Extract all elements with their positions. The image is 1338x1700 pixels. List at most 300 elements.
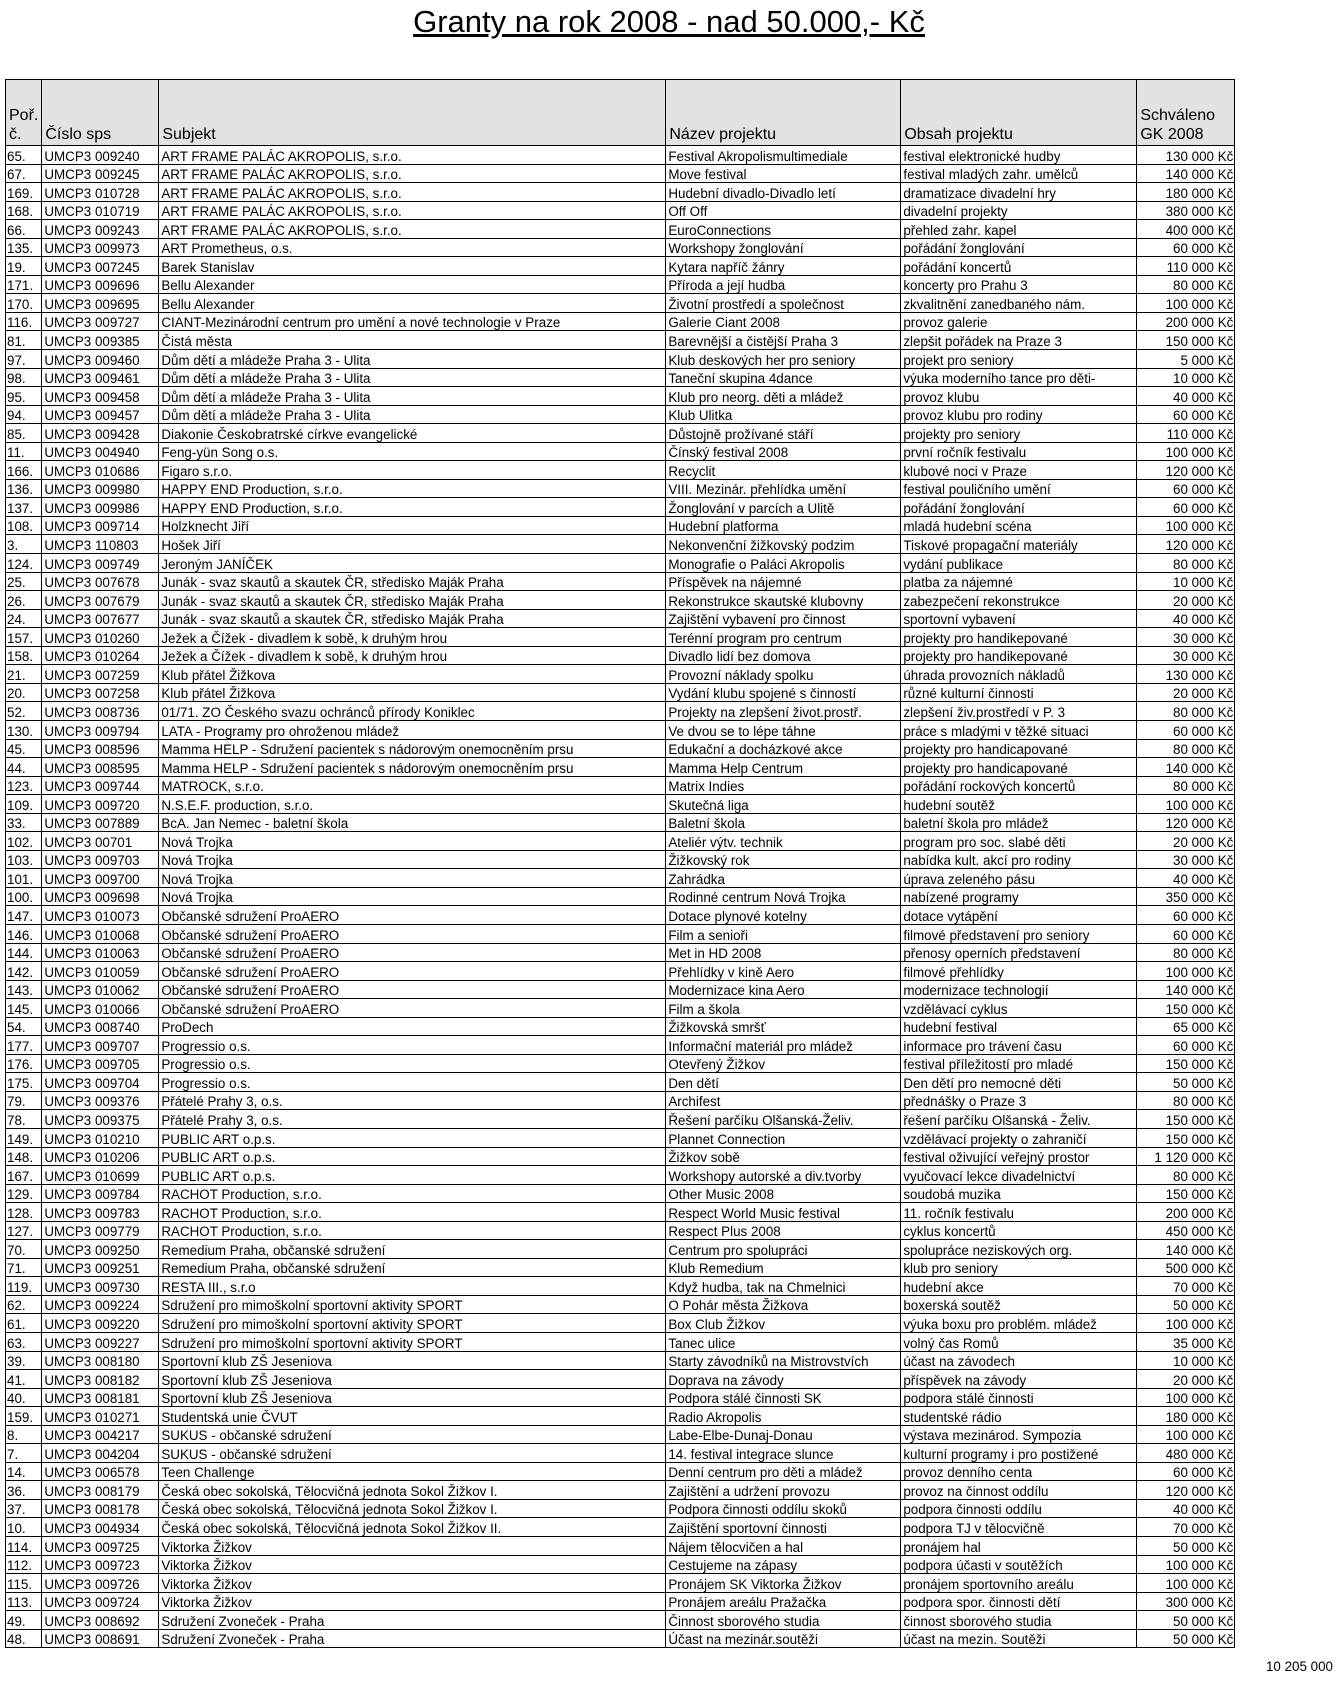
row-number-cell: 26. [6,591,42,610]
subject-cell: Sdružení pro mimoškolní sportovní aktivity SPORT [159,1333,666,1352]
table-body [6,146,1235,1648]
table-row [6,554,1235,573]
table-row [6,312,1235,331]
sps-number-cell: UMCP3 007258 [42,683,159,702]
subject-cell: RACHOT Production, s.r.o. [159,1184,666,1203]
project-content-cell: hudební festival [901,1017,1137,1036]
subject-cell: Junák - svaz skautů a skautek ČR, středisko Maják Praha [159,572,666,591]
subject-cell: Viktorka Žižkov [159,1592,666,1611]
approved-amount-cell: 10 000 Kč [1137,572,1235,591]
project-name-cell: Move festival [666,164,901,183]
table-row [6,720,1235,739]
approved-amount-cell: 80 000 Kč [1137,275,1235,294]
project-name-cell: Hudební platforma [666,516,901,535]
subject-cell: Feng-yün Song o.s. [159,442,666,461]
approved-amount-cell: 20 000 Kč [1137,1370,1235,1389]
approved-amount-cell: 80 000 Kč [1137,739,1235,758]
row-number-cell: 95. [6,387,42,406]
subject-cell: Junák - svaz skautů a skautek ČR, středisko Maják Praha [159,609,666,628]
project-name-cell: Nájem tělocvičen a hal [666,1537,901,1556]
project-content-cell: výuka moderního tance pro děti- [901,368,1137,387]
subject-cell: N.S.E.F. production, s.r.o. [159,795,666,814]
approved-amount-cell: 20 000 Kč [1137,832,1235,851]
sps-number-cell: UMCP3 004217 [42,1425,159,1444]
subject-cell: Holzknecht Jiří [159,516,666,535]
row-number-cell: 143. [6,980,42,999]
sps-number-cell: UMCP3 009704 [42,1073,159,1092]
approved-amount-cell: 35 000 Kč [1137,1333,1235,1352]
project-name-cell: Důstojně prožívané stáří [666,424,901,443]
approved-amount-cell: 380 000 Kč [1137,201,1235,220]
project-content-cell: účast na závodech [901,1351,1137,1370]
row-number-cell: 147. [6,906,42,925]
approved-amount-cell: 130 000 Kč [1137,665,1235,684]
table-row [6,1592,1235,1611]
approved-amount-cell: 60 000 Kč [1137,720,1235,739]
table-row [6,739,1235,758]
header-subjekt: Subjekt [159,80,666,146]
project-content-cell: výstava mezinárod. Sympozia [901,1425,1137,1444]
sps-number-cell: UMCP3 010063 [42,943,159,962]
sps-number-cell: UMCP3 009730 [42,1277,159,1296]
table-row [6,609,1235,628]
approved-amount-cell: 100 000 Kč [1137,1425,1235,1444]
project-name-cell: Provozní náklady spolku [666,665,901,684]
row-number-cell: 124. [6,554,42,573]
table-row [6,1184,1235,1203]
project-content-cell: podpora spor. činnosti dětí [901,1592,1137,1611]
project-name-cell: Projekty na zlepšení život.prostř. [666,702,901,721]
project-name-cell: Žižkov sobě [666,1147,901,1166]
approved-amount-cell: 50 000 Kč [1137,1073,1235,1092]
project-content-cell: projekt pro seniory [901,350,1137,369]
sps-number-cell: UMCP3 009720 [42,795,159,814]
subject-cell: Česká obec sokolská, Tělocvičná jednota Sokol Žižkov II. [159,1518,666,1537]
approved-amount-cell: 1 120 000 Kč [1137,1147,1235,1166]
table-row [6,628,1235,647]
row-number-cell: 123. [6,776,42,795]
sps-number-cell: UMCP3 009749 [42,554,159,573]
project-content-cell: vydání publikace [901,554,1137,573]
sps-number-cell: UMCP3 009714 [42,516,159,535]
row-number-cell: 3. [6,535,42,554]
project-content-cell: úhrada provozních nákladů [901,665,1137,684]
project-name-cell: Labe-Elbe-Dunaj-Donau [666,1425,901,1444]
sps-number-cell: UMCP3 00701 [42,832,159,851]
subject-cell: Sdružení Zvoneček - Praha [159,1629,666,1648]
project-content-cell: nabídka kult. akcí pro rodiny [901,850,1137,869]
table-row [6,1240,1235,1259]
project-name-cell: Zajištění sportovní činnosti [666,1518,901,1537]
table-row [6,1462,1235,1481]
project-content-cell: provoz na činnost oddílu [901,1481,1137,1500]
project-content-cell: řešení parčíku Olšanská - Želiv. [901,1110,1137,1129]
sps-number-cell: UMCP3 009973 [42,238,159,257]
row-number-cell: 168. [6,201,42,220]
table-row [6,405,1235,424]
project-name-cell: Ve dvou se to lépe táhne [666,720,901,739]
row-number-cell: 33. [6,813,42,832]
project-name-cell: Tanec ulice [666,1333,901,1352]
row-number-cell: 146. [6,924,42,943]
sps-number-cell: UMCP3 008179 [42,1481,159,1500]
subject-cell: RACHOT Production, s.r.o. [159,1221,666,1240]
table-row [6,257,1235,276]
project-content-cell: projekty pro handikepované [901,646,1137,665]
approved-amount-cell: 20 000 Kč [1137,591,1235,610]
sps-number-cell: UMCP3 007679 [42,591,159,610]
approved-amount-cell: 140 000 Kč [1137,1240,1235,1259]
project-name-cell: Recyclit [666,461,901,480]
project-name-cell: Matrix Indies [666,776,901,795]
project-name-cell: Starty závodníků na Mistrovstvích [666,1351,901,1370]
project-content-cell: provoz klubu [901,387,1137,406]
table-row [6,943,1235,962]
subject-cell: BcA. Jan Nemec - baletní škola [159,813,666,832]
approved-amount-cell: 80 000 Kč [1137,776,1235,795]
row-number-cell: 112. [6,1555,42,1574]
project-content-cell: festival oživující veřejný prostor [901,1147,1137,1166]
project-content-cell: příspěvek na závody [901,1370,1137,1389]
row-number-cell: 85. [6,424,42,443]
row-number-cell: 102. [6,832,42,851]
project-name-cell: Klub Remedium [666,1258,901,1277]
sps-number-cell: UMCP3 009460 [42,350,159,369]
project-content-cell: mladá hudební scéna [901,516,1137,535]
row-number-cell: 108. [6,516,42,535]
approved-amount-cell: 100 000 Kč [1137,516,1235,535]
row-number-cell: 167. [6,1166,42,1185]
sps-number-cell: UMCP3 010719 [42,201,159,220]
row-number-cell: 148. [6,1147,42,1166]
row-number-cell: 19. [6,257,42,276]
project-content-cell: vzdělávací projekty o zahraničí [901,1128,1137,1147]
subject-cell: Nová Trojka [159,850,666,869]
subject-cell: Progressio o.s. [159,1073,666,1092]
table-row [6,758,1235,777]
subject-cell: Remedium Praha, občanské sdružení [159,1258,666,1277]
project-content-cell: podpora stálé činnosti [901,1388,1137,1407]
approved-amount-cell: 60 000 Kč [1137,479,1235,498]
approved-amount-cell: 200 000 Kč [1137,1203,1235,1222]
project-name-cell: Přehlídky v kině Aero [666,962,901,981]
row-number-cell: 142. [6,962,42,981]
subject-cell: Česká obec sokolská, Tělocvičná jednota Sokol Žižkov I. [159,1499,666,1518]
project-name-cell: VIII. Mezinár. přehlídka umění [666,479,901,498]
subject-cell: Sportovní klub ZŠ Jeseniova [159,1370,666,1389]
project-name-cell: Žižkovská smršť [666,1017,901,1036]
sps-number-cell: UMCP3 009707 [42,1036,159,1055]
sps-number-cell: UMCP3 009705 [42,1054,159,1073]
table-row [6,479,1235,498]
table-row [6,1203,1235,1222]
project-content-cell: informace pro trávení času [901,1036,1137,1055]
project-content-cell: vzdělávací cyklus [901,999,1137,1018]
approved-amount-cell: 150 000 Kč [1137,1184,1235,1203]
project-name-cell: Taneční skupina 4dance [666,368,901,387]
project-name-cell: Rekonstrukce skautské klubovny [666,591,901,610]
table-row [6,1017,1235,1036]
subject-cell: HAPPY END Production, s.r.o. [159,498,666,517]
table-row [6,516,1235,535]
approved-amount-cell: 20 000 Kč [1137,683,1235,702]
sps-number-cell: UMCP3 009220 [42,1314,159,1333]
sps-number-cell: UMCP3 010260 [42,628,159,647]
project-name-cell: Životní prostředí a společnost [666,294,901,313]
project-name-cell: Workshopy žonglování [666,238,901,257]
table-row [6,442,1235,461]
approved-amount-cell: 50 000 Kč [1137,1295,1235,1314]
table-row [6,1537,1235,1556]
project-name-cell: Plannet Connection [666,1128,901,1147]
project-name-cell: Monografie o Paláci Akropolis [666,554,901,573]
approved-amount-cell: 300 000 Kč [1137,1592,1235,1611]
subject-cell: Diakonie Českobratrské církve evangelické [159,424,666,443]
sps-number-cell: UMCP3 009724 [42,1592,159,1611]
row-number-cell: 171. [6,275,42,294]
sps-number-cell: UMCP3 009980 [42,479,159,498]
approved-amount-cell: 40 000 Kč [1137,869,1235,888]
subject-cell: Sdružení pro mimoškolní sportovní aktivity SPORT [159,1314,666,1333]
table-row [6,962,1235,981]
subject-cell: Remedium Praha, občanské sdružení [159,1240,666,1259]
project-content-cell: spolupráce neziskových org. [901,1240,1137,1259]
row-number-cell: 177. [6,1036,42,1055]
project-name-cell: Když hudba, tak na Chmelnici [666,1277,901,1296]
project-content-cell: pronájem sportovního areálu [901,1574,1137,1593]
sps-number-cell: UMCP3 010699 [42,1166,159,1185]
project-name-cell: Zajištění a udržení provozu [666,1481,901,1500]
approved-amount-cell: 80 000 Kč [1137,1091,1235,1110]
approved-amount-cell: 110 000 Kč [1137,424,1235,443]
sps-number-cell: UMCP3 009784 [42,1184,159,1203]
row-number-cell: 54. [6,1017,42,1036]
project-name-cell: Workshopy autorské a div.tvorby [666,1166,901,1185]
project-content-cell: podpora účasti v soutěžích [901,1555,1137,1574]
table-row [6,424,1235,443]
subject-cell: Jeroným JANÍČEK [159,554,666,573]
sps-number-cell: UMCP3 009428 [42,424,159,443]
table-row [6,498,1235,517]
table-row [6,850,1235,869]
row-number-cell: 10. [6,1518,42,1537]
row-number-cell: 113. [6,1592,42,1611]
row-number-cell: 136. [6,479,42,498]
sps-number-cell: UMCP3 007678 [42,572,159,591]
approved-amount-cell: 30 000 Kč [1137,628,1235,647]
table-row [6,1073,1235,1092]
sps-number-cell: UMCP3 010066 [42,999,159,1018]
project-content-cell: provoz galerie [901,312,1137,331]
row-number-cell: 109. [6,795,42,814]
approved-amount-cell: 10 000 Kč [1137,1351,1235,1370]
row-number-cell: 41. [6,1370,42,1389]
sps-number-cell: UMCP3 010059 [42,962,159,981]
sps-number-cell: UMCP3 009240 [42,146,159,165]
subject-cell: Sdružení pro mimoškolní sportovní aktivity SPORT [159,1295,666,1314]
approved-amount-cell: 140 000 Kč [1137,164,1235,183]
row-number-cell: 7. [6,1444,42,1463]
subject-cell: Občanské sdružení ProAERO [159,999,666,1018]
table-row [6,535,1235,554]
subject-cell: Přátelé Prahy 3, o.s. [159,1110,666,1129]
project-content-cell: pořádání rockových koncertů [901,776,1137,795]
approved-amount-cell: 150 000 Kč [1137,1110,1235,1129]
sps-number-cell: UMCP3 009703 [42,850,159,869]
project-content-cell: festival elektronické hudby [901,146,1137,165]
row-number-cell: 81. [6,331,42,350]
subject-cell: PUBLIC ART o.p.s. [159,1128,666,1147]
subject-cell: Dům dětí a mládeže Praha 3 - Ulita [159,350,666,369]
header-obsah-projektu: Obsah projektu [901,80,1137,146]
table-row [6,201,1235,220]
approved-amount-cell: 80 000 Kč [1137,554,1235,573]
approved-amount-cell: 180 000 Kč [1137,1407,1235,1426]
subject-cell: RESTA III., s.r.o [159,1277,666,1296]
approved-amount-cell: 40 000 Kč [1137,609,1235,628]
table-row [6,294,1235,313]
project-name-cell: Den dětí [666,1073,901,1092]
subject-cell: Česká obec sokolská, Tělocvičná jednota Sokol Žižkov I. [159,1481,666,1500]
subject-cell: SUKUS - občanské sdružení [159,1444,666,1463]
table-row [6,813,1235,832]
approved-amount-cell: 60 000 Kč [1137,1462,1235,1481]
subject-cell: ART FRAME PALÁC AKROPOLIS, s.r.o. [159,183,666,202]
sps-number-cell: UMCP3 110803 [42,535,159,554]
table-row [6,1388,1235,1407]
sps-number-cell: UMCP3 007259 [42,665,159,684]
header-nazev-projektu: Název projektu [666,80,901,146]
project-content-cell: program pro soc. slabé děti [901,832,1137,851]
approved-amount-cell: 150 000 Kč [1137,999,1235,1018]
project-name-cell: Hudební divadlo-Divadlo letí [666,183,901,202]
subject-cell: Viktorka Žižkov [159,1537,666,1556]
row-number-cell: 11. [6,442,42,461]
approved-amount-cell: 80 000 Kč [1137,702,1235,721]
subject-cell: Teen Challenge [159,1462,666,1481]
project-name-cell: Čínský festival 2008 [666,442,901,461]
project-name-cell: Galerie Ciant 2008 [666,312,901,331]
subject-cell: Sportovní klub ZŠ Jeseniova [159,1388,666,1407]
row-number-cell: 119. [6,1277,42,1296]
table-row [6,1295,1235,1314]
approved-amount-cell: 140 000 Kč [1137,980,1235,999]
table-row [6,832,1235,851]
sps-number-cell: UMCP3 008595 [42,758,159,777]
project-content-cell: zlepšit pořádek na Praze 3 [901,331,1137,350]
row-number-cell: 135. [6,238,42,257]
project-name-cell: Skutečná liga [666,795,901,814]
table-row [6,1110,1235,1129]
subject-cell: Čistá města [159,331,666,350]
row-number-cell: 79. [6,1091,42,1110]
sps-number-cell: UMCP3 009986 [42,498,159,517]
row-number-cell: 45. [6,739,42,758]
subject-cell: 01/71. ZO Českého svazu ochránců přírody Koniklec [159,702,666,721]
project-name-cell: Otevřený Žižkov [666,1054,901,1073]
project-content-cell: dramatizace divadelní hry [901,183,1137,202]
sps-number-cell: UMCP3 009385 [42,331,159,350]
sps-number-cell: UMCP3 009251 [42,1258,159,1277]
project-name-cell: O Pohár města Žižkova [666,1295,901,1314]
approved-amount-cell: 60 000 Kč [1137,1036,1235,1055]
table-row [6,776,1235,795]
subject-cell: Dům dětí a mládeže Praha 3 - Ulita [159,405,666,424]
subject-cell: Sportovní klub ZŠ Jeseniova [159,1351,666,1370]
project-content-cell: pořádání žonglování [901,238,1137,257]
row-number-cell: 176. [6,1054,42,1073]
sps-number-cell: UMCP3 010062 [42,980,159,999]
approved-amount-cell: 150 000 Kč [1137,1054,1235,1073]
approved-amount-cell: 130 000 Kč [1137,146,1235,165]
project-content-cell: projekty pro handikepované [901,628,1137,647]
grants-table [5,79,1235,1648]
subject-cell: CIANT-Mezinárodní centrum pro umění a nové technologie v Praze [159,312,666,331]
table-row [6,1481,1235,1500]
table-row [6,683,1235,702]
project-name-cell: Divadlo lidí bez domova [666,646,901,665]
table-row [6,1166,1235,1185]
table-row [6,1425,1235,1444]
row-number-cell: 145. [6,999,42,1018]
approved-amount-cell: 50 000 Kč [1137,1537,1235,1556]
project-name-cell: Baletní škola [666,813,901,832]
row-number-cell: 115. [6,1574,42,1593]
subject-cell: Figaro s.r.o. [159,461,666,480]
table-row [6,999,1235,1018]
approved-amount-cell: 60 000 Kč [1137,238,1235,257]
row-number-cell: 101. [6,869,42,888]
approved-amount-cell: 120 000 Kč [1137,813,1235,832]
row-number-cell: 70. [6,1240,42,1259]
project-content-cell: pronájem hal [901,1537,1137,1556]
sps-number-cell: UMCP3 007677 [42,609,159,628]
row-number-cell: 66. [6,220,42,239]
header-por: Poř. č. [6,80,42,146]
table-row [6,387,1235,406]
approved-amount-cell: 100 000 Kč [1137,1314,1235,1333]
header-cislo-sps: Číslo sps [42,80,159,146]
project-name-cell: Činnost sborového studia [666,1611,901,1630]
approved-amount-cell: 100 000 Kč [1137,1555,1235,1574]
sps-number-cell: UMCP3 010264 [42,646,159,665]
approved-amount-cell: 100 000 Kč [1137,1388,1235,1407]
table-row [6,1370,1235,1389]
table-row [6,665,1235,684]
row-number-cell: 36. [6,1481,42,1500]
total-sum: 10 205 000 [1265,1659,1333,1674]
project-content-cell: vyučovací lekce divadelnictví [901,1166,1137,1185]
approved-amount-cell: 140 000 Kč [1137,758,1235,777]
sps-number-cell: UMCP3 009227 [42,1333,159,1352]
sps-number-cell: UMCP3 008178 [42,1499,159,1518]
table-row [6,795,1235,814]
sps-number-cell: UMCP3 008692 [42,1611,159,1630]
approved-amount-cell: 480 000 Kč [1137,1444,1235,1463]
approved-amount-cell: 30 000 Kč [1137,850,1235,869]
table-row [6,275,1235,294]
subject-cell: SUKUS - občanské sdružení [159,1425,666,1444]
subject-cell: Progressio o.s. [159,1054,666,1073]
sps-number-cell: UMCP3 009375 [42,1110,159,1129]
sps-number-cell: UMCP3 004940 [42,442,159,461]
project-content-cell: účast na mezin. Soutěži [901,1629,1137,1648]
sps-number-cell: UMCP3 009794 [42,720,159,739]
table-row [6,646,1235,665]
subject-cell: HAPPY END Production, s.r.o. [159,479,666,498]
row-number-cell: 44. [6,758,42,777]
row-number-cell: 78. [6,1110,42,1129]
